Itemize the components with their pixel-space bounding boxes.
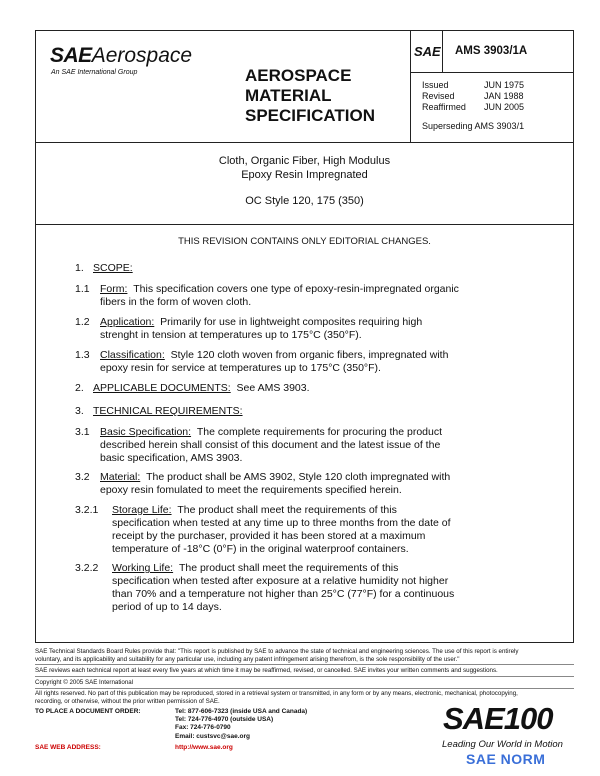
s3-1-text-c: basic specification, AMS 3903. bbox=[100, 452, 243, 464]
s1-1-para bbox=[100, 283, 525, 309]
s1-2-num: 1.2 bbox=[75, 316, 90, 328]
header-divider-h bbox=[410, 72, 574, 73]
sae-100-number: 100 bbox=[503, 701, 553, 736]
s3-2-num: 3.2 bbox=[75, 471, 90, 483]
header-divider-2 bbox=[442, 30, 443, 72]
policy-line-3: SAE reviews each technical report at least every five years at which time it may be reaffirmed, revised, or cancelled. SAE invites your written comments and suggestions. bbox=[35, 667, 498, 674]
s3-2-1-text-b: specification when tested at any time up to three months from the date of bbox=[112, 517, 451, 529]
copyright: Copyright © 2005 SAE International bbox=[35, 679, 134, 686]
s3-2-1-label: Storage Life: bbox=[112, 504, 172, 516]
title-line-1: Cloth, Organic Fiber, High Modulus bbox=[218, 155, 391, 167]
web-url-link[interactable]: http://www.sae.org bbox=[175, 744, 233, 751]
footer-policy bbox=[35, 648, 580, 663]
email: Email: custsvc@sae.org bbox=[175, 732, 250, 740]
s3-2-1-text-d: temperature of -18°C (0°F) in the original waterproof containers. bbox=[112, 543, 409, 555]
s1-3-text-a: Style 120 cloth woven from organic fibers, impregnated with bbox=[170, 349, 449, 361]
sae-aerospace-logo bbox=[50, 44, 192, 68]
section-2-heading bbox=[75, 382, 310, 395]
s1-num: 1. bbox=[75, 262, 84, 274]
s1-2-text-a: Primarily for use in lightweight composites requiring high bbox=[160, 316, 423, 328]
issued-date: JUN 1975 bbox=[484, 80, 525, 90]
superseding: Superseding AMS 3903/1 bbox=[422, 121, 525, 131]
doc-type-line-1: AEROSPACE bbox=[245, 66, 352, 85]
s3-2-1-text-c: receipt by the purchaser, provided it has been stored at a maximum bbox=[112, 530, 426, 542]
s3-1-label: Basic Specification: bbox=[100, 426, 192, 438]
s1-1-num: 1.1 bbox=[75, 283, 90, 295]
sae-100-logo bbox=[443, 701, 573, 741]
s2-title: APPLICABLE DOCUMENTS: bbox=[93, 382, 231, 394]
header-divider-1 bbox=[410, 30, 411, 143]
rights-line-1: All rights reserved. No part of this publication may be reproduced, stored in a retrieval system or transmitted, in any form or by any means, electronic, mechanical, photocopying, bbox=[35, 690, 518, 697]
title-line-2: Epoxy Resin Impregnated bbox=[241, 169, 368, 181]
s3-1-para bbox=[100, 426, 525, 465]
s3-2-2-text-c: than 70% and a temperature not higher than 25°C (77°F) for a continuous bbox=[112, 588, 455, 600]
footer-divider-1 bbox=[35, 664, 574, 665]
s3-2-2-text-b: specification when tested after exposure at a relative humidity not higher bbox=[112, 575, 449, 587]
s3-2-para bbox=[100, 471, 525, 497]
s3-num: 3. bbox=[75, 405, 84, 417]
title-line-3: OC Style 120, 175 (350) bbox=[245, 195, 364, 207]
s3-2-2-num: 3.2.2 bbox=[75, 562, 99, 574]
s1-3-para bbox=[100, 349, 525, 375]
revised-date: JAN 1988 bbox=[484, 91, 524, 101]
s1-2-text-b: strenght in tension at temperatures up to 175°C (350°F). bbox=[100, 329, 362, 341]
sae-small-logo: SAE bbox=[414, 44, 441, 59]
rights-line-2: recording, or otherwise, without the prior written permission of SAE. bbox=[35, 697, 220, 705]
s1-2-para bbox=[100, 316, 525, 342]
s3-2-text-b: epoxy resin fomulated to meet the requirements specified herein. bbox=[100, 484, 402, 496]
revision-note: THIS REVISION CONTAINS ONLY EDITORIAL CHANGES. bbox=[178, 236, 431, 247]
s1-3-num: 1.3 bbox=[75, 349, 90, 361]
s3-2-label: Material: bbox=[100, 471, 141, 483]
issued-label: Issued bbox=[422, 80, 449, 90]
s1-1-label: Form: bbox=[100, 283, 128, 295]
logo-sae: SAE bbox=[50, 44, 92, 67]
s3-2-2-text-a: The product shall meet the requirements of this bbox=[178, 562, 399, 574]
doc-number: AMS 3903/1A bbox=[455, 45, 528, 57]
s1-3-text-b: epoxy resin for service at temperatures up to 175°C (350°F). bbox=[100, 362, 381, 374]
reaffirmed-date: JUN 2005 bbox=[484, 102, 525, 112]
policy-line-2: voluntary, and its applicability and suitability for any particular use, including any patent infringement arising therefrom, is the sole responsibility of the user." bbox=[35, 655, 460, 663]
section-3-heading bbox=[75, 405, 243, 418]
s1-1-text-a: This specification covers one type of epoxy-resin-impregnated organic bbox=[133, 283, 459, 295]
policy-line-1: SAE Technical Standards Board Rules provide that: "This report is published by SAE to advance the state of technical and engineering sciences. The use of this report is entirely bbox=[35, 648, 519, 655]
s3-2-2-label: Working Life: bbox=[112, 562, 174, 574]
s1-3-label: Classification: bbox=[100, 349, 165, 361]
logo-tagline: An SAE International Group bbox=[51, 69, 138, 76]
s3-2-1-num: 3.2.1 bbox=[75, 504, 99, 516]
s1-2-label: Application: bbox=[100, 316, 155, 328]
s3-2-1-text-a: The product shall meet the requirements of this bbox=[177, 504, 397, 516]
brand-slogan: Leading Our World in Motion bbox=[442, 739, 563, 750]
s3-1-num: 3.1 bbox=[75, 426, 90, 438]
web-label: SAE WEB ADDRESS: bbox=[35, 744, 101, 751]
sae-norm-watermark: SAE NORM bbox=[466, 751, 546, 767]
tel-1: Tel: 877-606-7323 (inside USA and Canada) bbox=[175, 708, 308, 715]
logo-aerospace: Aerospace bbox=[91, 44, 193, 67]
s3-2-1-para bbox=[112, 504, 532, 556]
s3-title: TECHNICAL REQUIREMENTS: bbox=[93, 405, 243, 417]
issue-dates bbox=[422, 80, 524, 113]
revised-label: Revised bbox=[422, 91, 455, 101]
s2-num: 2. bbox=[75, 382, 84, 394]
fax: Fax: 724-776-0790 bbox=[175, 724, 231, 732]
s3-2-text-a: The product shall be AMS 3902, Style 120 cloth impregnated with bbox=[146, 471, 451, 483]
s3-1-text-b: described herein shall consist of this document and the latest issue of the bbox=[100, 439, 441, 451]
doc-type-line-2: MATERIAL bbox=[245, 86, 332, 105]
s1-1-text-b: fibers in the form of woven cloth. bbox=[100, 296, 252, 308]
s1-title: SCOPE: bbox=[93, 262, 133, 274]
order-label: TO PLACE A DOCUMENT ORDER: bbox=[35, 708, 141, 715]
footer-divider-3 bbox=[35, 688, 574, 689]
sae-100-brand: SAE bbox=[443, 701, 504, 736]
s3-2-2-text-d: period of up to 14 days. bbox=[112, 601, 222, 613]
s2-text: See AMS 3903. bbox=[236, 382, 310, 394]
section-1-heading bbox=[75, 262, 133, 275]
tel-2: Tel: 724-776-4970 (outside USA) bbox=[175, 716, 274, 724]
s3-1-text-a: The complete requirements for procuring the product bbox=[196, 426, 443, 438]
s3-2-2-para bbox=[112, 562, 532, 614]
doc-type-title bbox=[245, 66, 375, 126]
doc-title bbox=[35, 154, 574, 208]
order-contacts bbox=[175, 708, 307, 741]
doc-type-line-3: SPECIFICATION bbox=[245, 106, 376, 125]
footer-divider-2 bbox=[35, 676, 574, 677]
reaffirmed-label: Reaffirmed bbox=[422, 102, 466, 112]
